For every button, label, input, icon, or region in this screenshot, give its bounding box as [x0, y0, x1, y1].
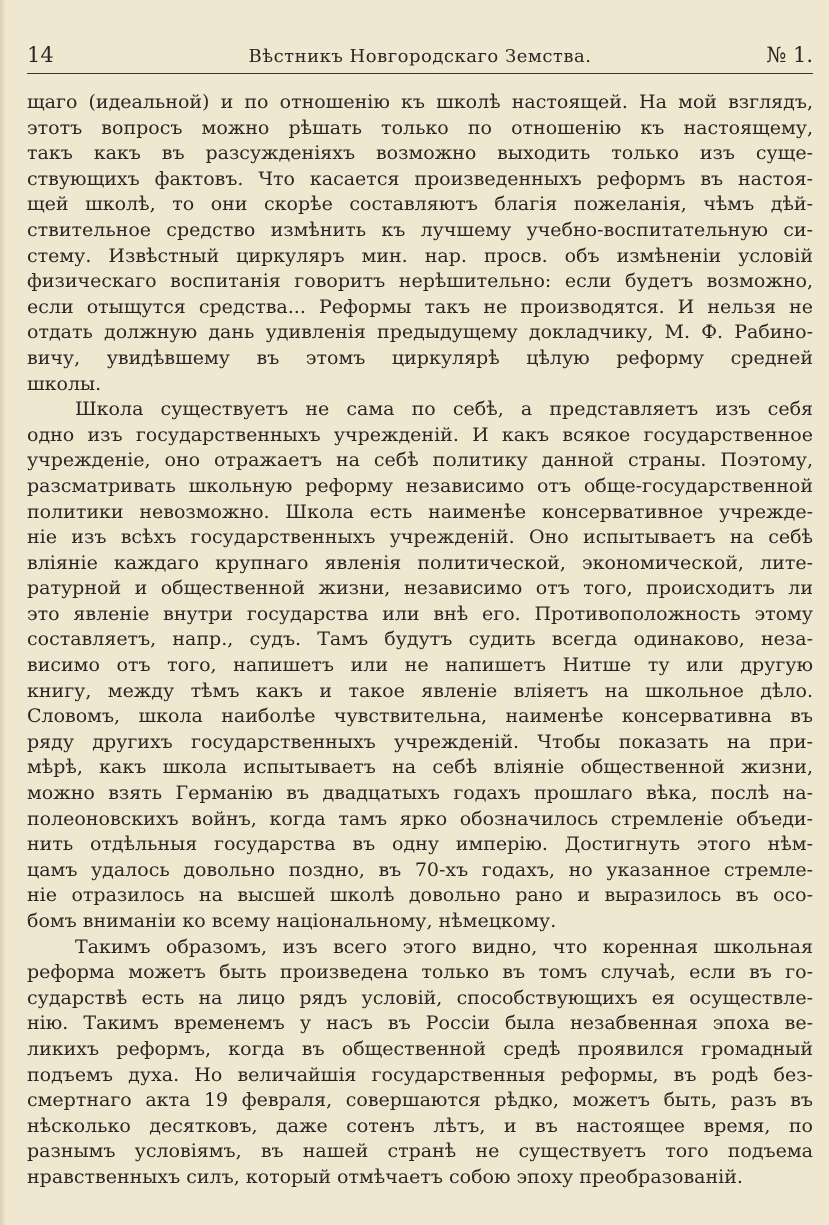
text-line: ніе изъ всѣхъ государственныхъ учрежденій. Оно испытываетъ на себѣ [27, 526, 813, 549]
text-line: это явленіе внутри государства или внѣ его. Противоположность этому [27, 602, 813, 625]
text-line: щей школѣ, то они скорѣе составляютъ благія пожеланія, чѣмъ дѣй- [27, 193, 813, 216]
text-line: учрежденіе, оно отражаетъ на себѣ политику данной страны. Поэтому, [27, 449, 813, 472]
page-header [27, 40, 813, 74]
text-line: нію. Такимъ временемъ у насъ въ Россіи была незабвенная эпоха ве- [27, 1012, 813, 1035]
text-line: стему. Извѣстный циркуляръ мин. нар. просв. объ измѣненіи условій [27, 244, 813, 267]
text-line: политики невозможно. Школа есть наименѣе консервативное учрежде- [27, 500, 813, 523]
page-binding-edge [0, 0, 6, 1225]
text-line: подъемъ духа. Но величайшія государственныя реформы, въ родѣ без- [27, 1063, 813, 1086]
text-line: сударствѣ есть на лицо рядъ условій, способствующихъ ея осуществле- [27, 986, 813, 1009]
text-line: физическаго воспитанія говоритъ нерѣшительно: если будетъ возможно, [27, 270, 813, 293]
text-line: Такимъ образомъ, изъ всего этого видно, что коренная школьная [75, 935, 813, 958]
paragraph [27, 397, 813, 934]
text-line: полеоновскихъ войнъ, когда тамъ ярко обозначилось стремленіе объеди- [27, 807, 813, 830]
text-line: вичу, увидѣвшему въ этомъ циркулярѣ цѣлую реформу средней [27, 346, 813, 369]
text-line: ніе отразилось на высшей школѣ довольно рано и выразилось въ осо- [27, 884, 813, 907]
text-line: Школа существуетъ не сама по себѣ, а представляетъ изъ себя [75, 398, 813, 421]
text-line: ликихъ реформъ, когда въ общественной средѣ проявился громадный [27, 1037, 813, 1060]
text-line: ратурной и общественной жизни, независимо отъ того, происходитъ ли [27, 577, 813, 600]
text-line: разсматривать школьную реформу независимо отъ обще-государственной [27, 474, 813, 497]
paragraph [27, 90, 813, 397]
text-line: разнымъ условіямъ, въ нашей странѣ не существуетъ того подъема [27, 1140, 813, 1163]
text-line: вліяніе каждаго крупнаго явленія политической, экономической, лите- [27, 551, 813, 574]
text-line: школы. [27, 372, 102, 395]
text-line: цамъ удалось довольно поздно, въ 70-хъ годахъ, но указанное стремле- [27, 858, 813, 881]
text-line: бомъ вниманіи ко всему національному, нѣмецкому. [27, 910, 557, 932]
paragraph [27, 935, 813, 1191]
running-title: Вѣстникъ Новгородскаго Земства. [248, 46, 592, 67]
text-line: ствующихъ фактовъ. Что касается произведенныхъ реформъ въ настоя- [27, 167, 813, 190]
text-line: книгу, между тѣмъ какъ и такое явленіе вліяетъ на школьное дѣло. [27, 679, 813, 702]
body-text [27, 90, 813, 1191]
text-line: висимо отъ того, напишетъ или не напишетъ Нитше ту или другую [27, 654, 813, 677]
text-line: нравственныхъ силъ, который отмѣчаетъ собою эпоху преобразованій. [27, 1165, 743, 1188]
text-line: если отыщутся средства... Реформы такъ не производятся. И нельзя не [27, 295, 813, 318]
text-line: щаго (идеальной) и по отношенію къ школѣ настоящей. На мой взглядъ, [27, 91, 813, 113]
text-line: отдать должную дань удивленія предыдущему докладчику, М. Ф. Рабино- [27, 321, 813, 344]
text-line: ряду другихъ государственныхъ учрежденій. Чтобы показать на при- [27, 730, 813, 753]
text-line: реформа можетъ быть произведена только въ томъ случаѣ, если въ го- [27, 961, 813, 984]
text-line: Словомъ, школа наиболѣе чувствительна, наименѣе консервативна въ [27, 705, 813, 728]
text-line: можно взять Германію въ двадцатыхъ годахъ прошлаго вѣка, послѣ на- [27, 782, 813, 805]
text-line: этотъ вопросъ можно рѣшать только по отношенію къ настоящему, [27, 116, 813, 139]
page-number: 14 [27, 43, 54, 67]
text-line: ствительное средство измѣнить къ лучшему учебно-воспитательную си- [27, 218, 813, 241]
issue-number: № 1. [766, 43, 813, 67]
text-line: составляетъ, напр., судъ. Тамъ будутъ судить всегда одинаково, неза- [27, 628, 813, 651]
text-line: смертнаго акта 19 февраля, совершаются рѣдко, можетъ быть, разъ въ [27, 1089, 813, 1112]
text-line: нить отдѣльныя государства въ одну имперію. Достигнуть этого нѣм- [27, 833, 813, 856]
text-line: мѣрѣ, какъ школа испытываетъ на себѣ вліяніе общественной жизни, [27, 756, 813, 779]
text-line: нѣсколько десятковъ, даже сотенъ лѣтъ, и въ настоящее время, по [27, 1114, 813, 1137]
text-line: такъ какъ въ разсужденіяхъ возможно выходить только изъ суще- [27, 142, 813, 165]
text-line: одно изъ государственныхъ учрежденій. И какъ всякое государственное [27, 423, 813, 446]
